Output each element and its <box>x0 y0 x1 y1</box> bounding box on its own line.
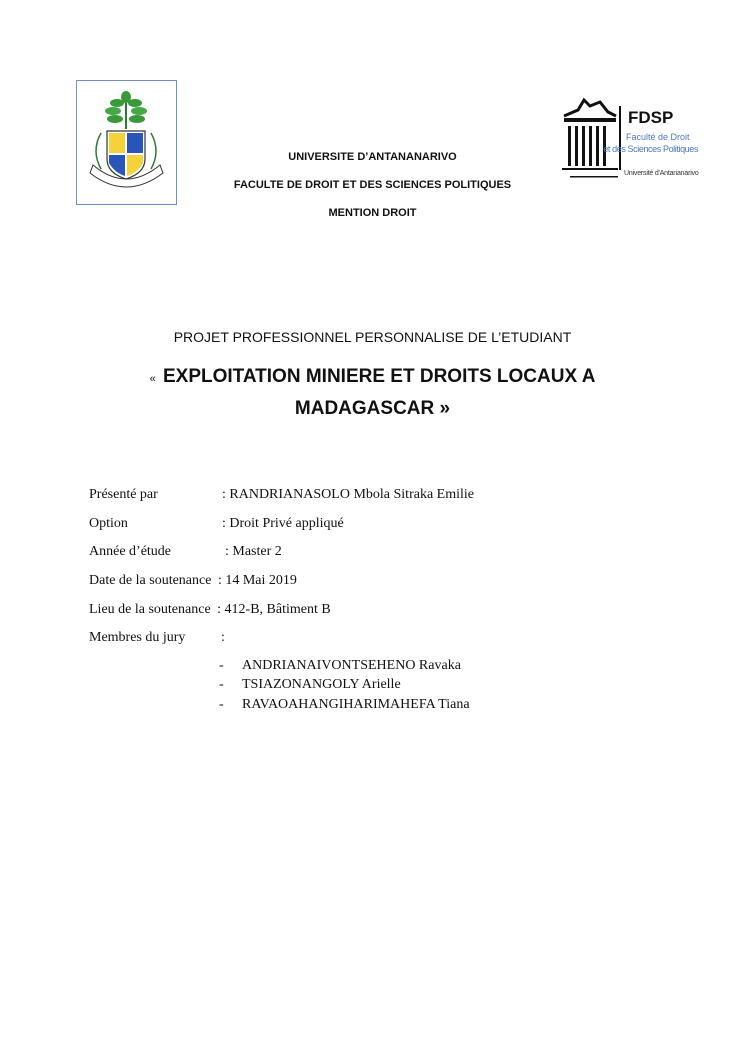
title-line-1: EXPLOITATION MINIERE ET DROITS LOCAUX A <box>162 366 596 387</box>
project-subtitle: PROJET PROFESSIONNEL PERSONNALISE DE L’ETUDIANT <box>173 329 572 345</box>
mention-name: MENTION DROIT <box>328 207 417 219</box>
fdsp-abbr: FDSP <box>628 108 674 127</box>
detail-label: Membres du jury <box>89 630 186 645</box>
detail-label: Date de la soutenance <box>89 573 212 588</box>
fdsp-line2: et des Sciences Politiques <box>603 144 698 154</box>
university-name: UNIVERSITE D’ANTANANARIVO <box>288 151 457 163</box>
jury-name: RAVAOAHANGIHARIMAHEFA Tiana <box>242 697 470 712</box>
detail-value: : 412-B, Bâtiment B <box>217 602 331 617</box>
faculty-name: FACULTE DE DROIT ET DES SCIENCES POLITIQUES <box>233 179 512 191</box>
fdsp-line1: Faculté de Droit <box>626 132 690 142</box>
detail-row-option <box>89 516 344 532</box>
detail-row-location <box>89 602 331 618</box>
jury-name: ANDRIANAIVONTSEHENO Ravaka <box>242 658 461 673</box>
jury-member <box>219 658 461 674</box>
detail-label: Présenté par <box>89 487 158 502</box>
detail-row-jury <box>89 630 225 646</box>
open-quote: « <box>149 373 156 385</box>
detail-label: Lieu de la soutenance <box>89 602 211 617</box>
detail-label: Année d’étude <box>89 544 172 559</box>
detail-row-date <box>89 573 297 589</box>
detail-value: : Master 2 <box>225 544 282 559</box>
detail-value: : <box>221 630 225 645</box>
detail-row-presented-by <box>89 487 474 503</box>
detail-value: : RANDRIANASOLO Mbola Sitraka Emilie <box>222 487 474 502</box>
detail-value: : 14 Mai 2019 <box>217 573 297 588</box>
project-title <box>0 362 745 424</box>
jury-member <box>219 677 401 693</box>
jury-name: TSIAZONANGOLY Arielle <box>242 677 401 692</box>
fdsp-line3: Université d'Antananarivo <box>624 170 699 177</box>
list-dash: - <box>219 658 224 673</box>
list-dash: - <box>219 697 224 712</box>
detail-label: Option <box>89 516 128 531</box>
detail-row-year <box>89 544 282 560</box>
list-dash: - <box>219 677 224 692</box>
jury-member <box>219 697 470 713</box>
detail-value: : Droit Privé appliqué <box>222 516 344 531</box>
title-line-2: MADAGASCAR » <box>294 398 451 419</box>
